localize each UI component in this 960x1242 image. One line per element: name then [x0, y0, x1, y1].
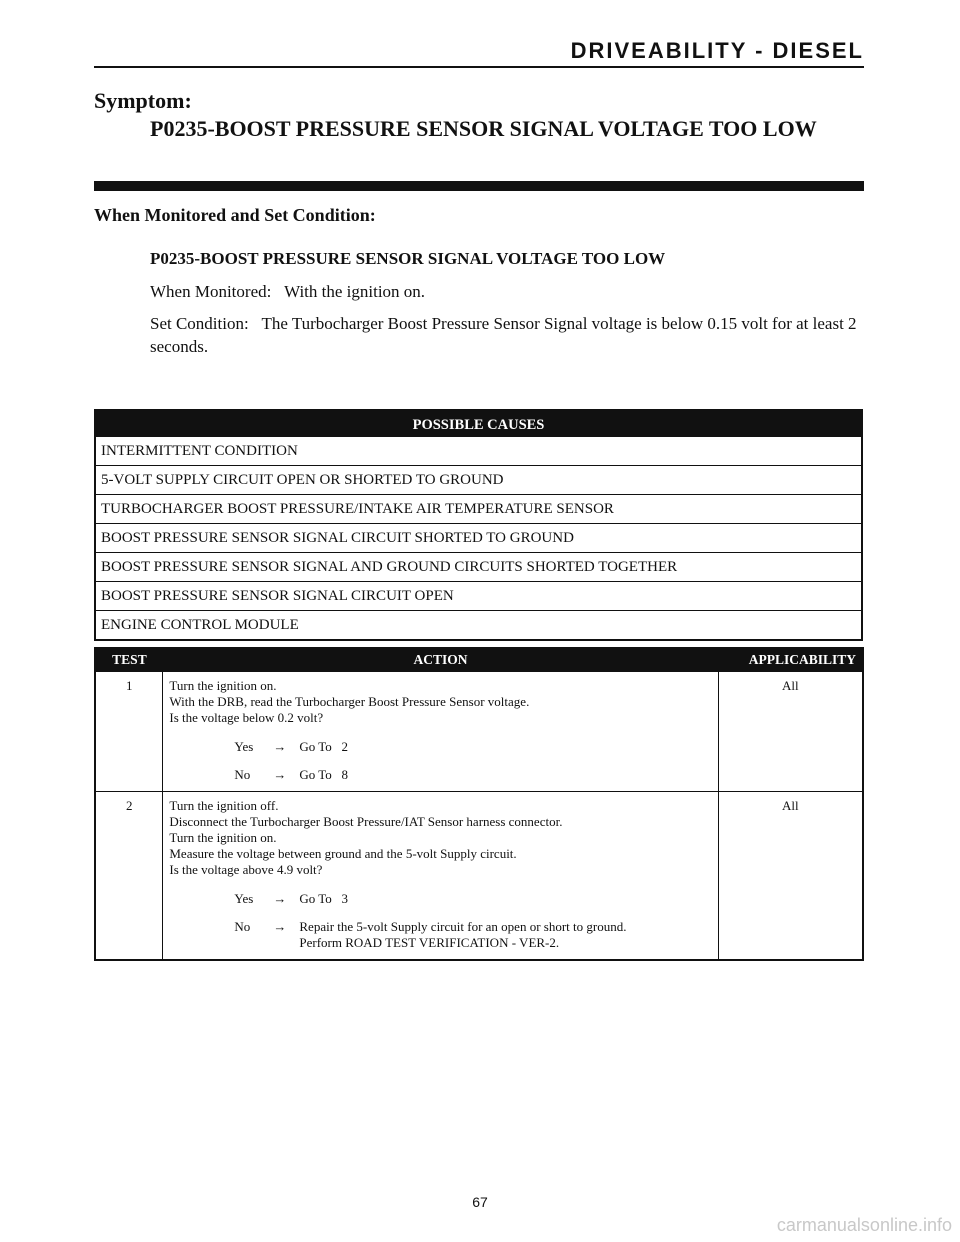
- watermark: carmanualsonline.info: [776, 1215, 952, 1235]
- header-applicability: APPLICABILITY: [718, 648, 863, 672]
- test-applicability: All: [718, 792, 863, 961]
- no-result: Go To 8: [299, 767, 349, 782]
- no-result-line: Perform ROAD TEST VERIFICATION - VER-2.: [299, 935, 560, 950]
- no-label: No: [234, 767, 251, 782]
- page-number: 67: [472, 1194, 488, 1210]
- header-test: TEST: [95, 648, 163, 672]
- no-branch: [169, 919, 711, 951]
- no-result: [299, 919, 711, 951]
- arrow-right-icon: →: [273, 891, 287, 906]
- test-number: 2: [95, 792, 163, 961]
- test-action: [163, 792, 718, 961]
- test-table-header: [95, 648, 863, 672]
- yes-branch: [169, 739, 711, 755]
- no-branch: [169, 767, 711, 783]
- no-result-line: Repair the 5-volt Supply circuit for an open or short to ground.: [299, 919, 627, 934]
- test-number: 1: [95, 672, 163, 792]
- possible-causes-table: [94, 409, 863, 641]
- action-line: Measure the voltage between ground and the 5-volt Supply circuit.: [169, 846, 517, 861]
- action-line: Is the voltage below 0.2 volt?: [169, 710, 324, 725]
- yes-label: Yes: [234, 739, 254, 754]
- cause-item: 5-VOLT SUPPLY CIRCUIT OPEN OR SHORTED TO GROUND: [96, 465, 861, 494]
- cause-item: INTERMITTENT CONDITION: [101, 443, 298, 459]
- monitor-when: When Monitored: With the ignition on.: [150, 282, 426, 301]
- table-row: [95, 672, 863, 792]
- yes-result: Go To 3: [299, 891, 349, 906]
- action-line: Disconnect the Turbocharger Boost Pressure/IAT Sensor harness connector.: [169, 814, 563, 829]
- yes-result: Go To 2: [299, 739, 349, 754]
- table-row: [95, 792, 863, 961]
- yes-branch: [169, 891, 711, 907]
- yes-label: Yes: [234, 891, 254, 906]
- cause-item: BOOST PRESSURE SENSOR SIGNAL CIRCUIT SHORTED TO GROUND: [96, 523, 861, 552]
- action-line: Turn the ignition on.: [169, 830, 277, 845]
- no-label: No: [234, 919, 251, 934]
- arrow-right-icon: →: [273, 739, 287, 754]
- monitor-heading: When Monitored and Set Condition:: [94, 205, 376, 225]
- header-rule: [94, 66, 864, 68]
- arrow-right-icon: →: [273, 767, 287, 782]
- cause-item: TURBOCHARGER BOOST PRESSURE/INTAKE AIR TEMPERATURE SENSOR: [96, 494, 861, 523]
- action-line: Is the voltage above 4.9 volt?: [169, 862, 323, 877]
- arrow-right-icon: →: [273, 919, 287, 934]
- cause-item: BOOST PRESSURE SENSOR SIGNAL CIRCUIT OPEN: [96, 581, 861, 610]
- monitor-code: P0235-BOOST PRESSURE SENSOR SIGNAL VOLTAGE TOO LOW: [150, 249, 666, 268]
- symptom-label: Symptom:: [94, 88, 192, 113]
- cause-item: ENGINE CONTROL MODULE: [96, 610, 861, 639]
- monitor-set-condition: Set Condition: The Turbocharger Boost Pressure Sensor Signal voltage is below 0.15 volt for at least 2 seconds.: [150, 314, 857, 356]
- symptom-title: P0235-BOOST PRESSURE SENSOR SIGNAL VOLTAGE TOO LOW: [150, 116, 817, 141]
- test-applicability: All: [718, 672, 863, 792]
- test-action: [163, 672, 718, 792]
- cause-item: BOOST PRESSURE SENSOR SIGNAL AND GROUND CIRCUITS SHORTED TOGETHER: [96, 552, 861, 581]
- possible-causes-heading: POSSIBLE CAUSES: [96, 411, 861, 437]
- action-line: With the DRB, read the Turbocharger Boost Pressure Sensor voltage.: [169, 694, 530, 709]
- header-action: ACTION: [163, 648, 718, 672]
- action-line: Turn the ignition on.: [169, 678, 277, 693]
- section-title: DRIVEABILITY - DIESEL: [570, 38, 864, 63]
- action-line: Turn the ignition off.: [169, 798, 279, 813]
- test-table: [94, 647, 864, 961]
- section-divider: [94, 181, 864, 191]
